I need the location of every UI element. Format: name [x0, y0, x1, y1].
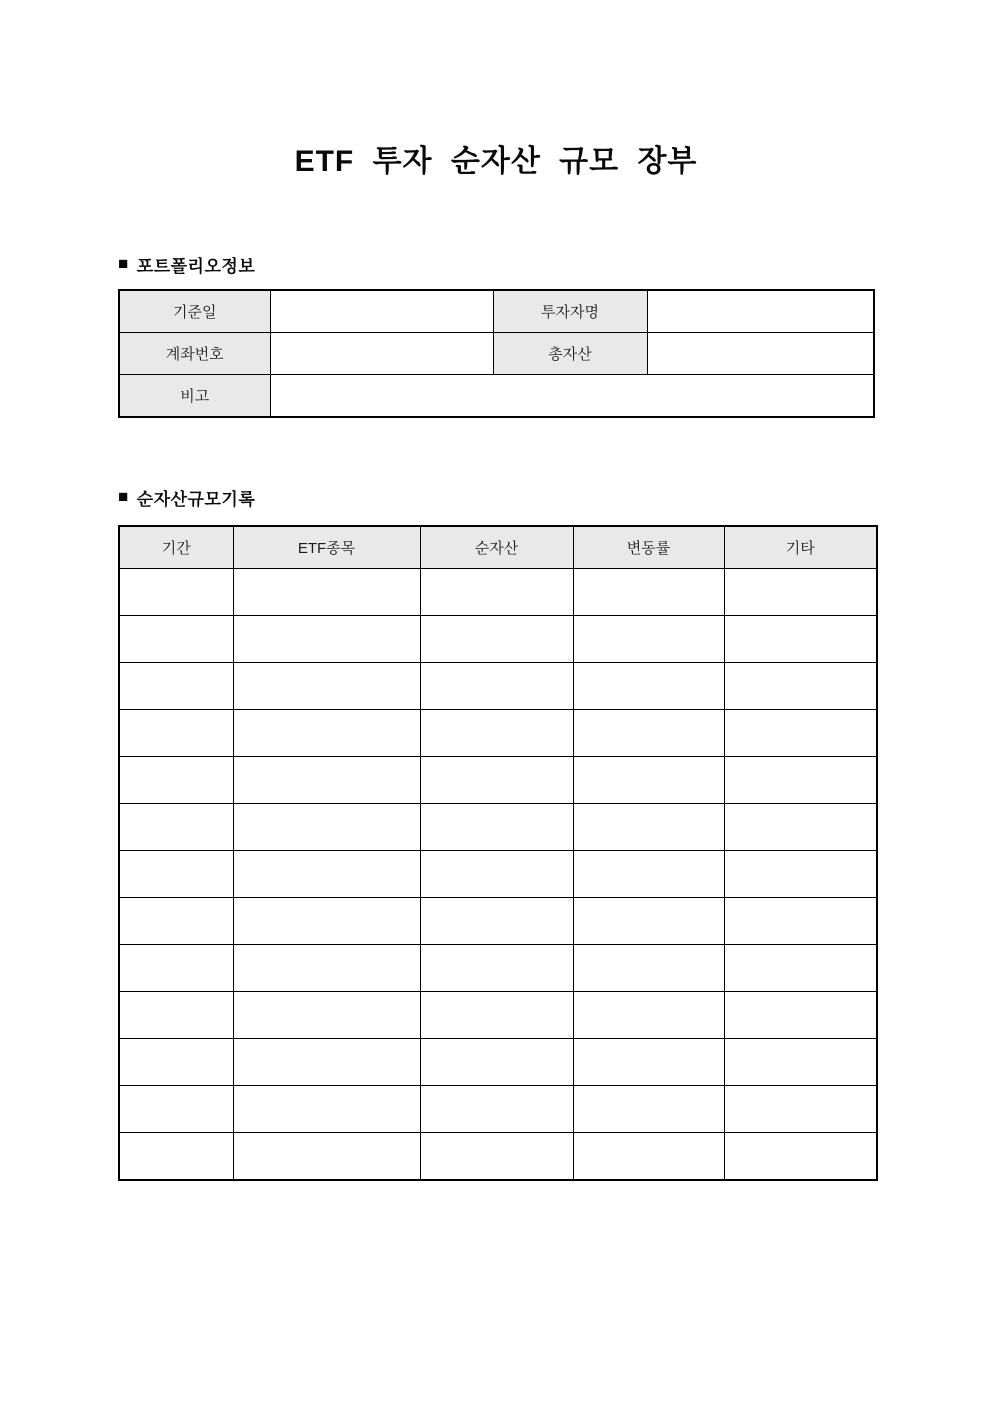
record-table-cell [724, 851, 877, 898]
record-table-cell [119, 898, 233, 945]
record-table-row [119, 757, 877, 804]
column-header-net-asset: 순자산 [420, 526, 573, 569]
portfolio-row-2 [119, 333, 874, 375]
record-table-cell [233, 1086, 420, 1133]
record-table-cell [724, 945, 877, 992]
record-table-cell [119, 663, 233, 710]
record-table-cell [420, 757, 573, 804]
record-table-cell [724, 663, 877, 710]
record-table-cell [420, 1039, 573, 1086]
portfolio-row-3 [119, 375, 874, 418]
record-table-header-row [119, 526, 877, 569]
record-table-cell [119, 1086, 233, 1133]
record-table-row [119, 616, 877, 663]
record-table-cell [233, 757, 420, 804]
record-table-cell [233, 569, 420, 616]
record-table-cell [573, 616, 724, 663]
record-table-cell [233, 1039, 420, 1086]
field-value-total-assets [647, 333, 874, 375]
record-table-row [119, 851, 877, 898]
record-table-cell [573, 992, 724, 1039]
field-value-account-number [270, 333, 493, 375]
record-table-cell [573, 710, 724, 757]
record-table-cell [573, 851, 724, 898]
record-table-cell [724, 1133, 877, 1181]
record-table-cell [119, 569, 233, 616]
record-table-cell [233, 1133, 420, 1181]
record-table-row [119, 804, 877, 851]
record-table-cell [420, 992, 573, 1039]
record-table-row [119, 1086, 877, 1133]
record-table-cell [420, 616, 573, 663]
record-table-cell [573, 569, 724, 616]
record-table-cell [724, 992, 877, 1039]
field-label-total-assets: 총자산 [493, 333, 647, 375]
section-header-portfolio-info [118, 252, 255, 277]
field-label-remarks: 비고 [119, 375, 270, 418]
portfolio-info-table [118, 289, 875, 418]
record-table-cell [233, 710, 420, 757]
section-header-net-asset-records [118, 485, 255, 510]
record-table-row [119, 663, 877, 710]
record-table-cell [233, 804, 420, 851]
record-table-cell [724, 1039, 877, 1086]
record-table-cell [119, 851, 233, 898]
record-table-cell [233, 898, 420, 945]
record-table-cell [420, 945, 573, 992]
section-title-net-asset-records: 순자산규모기록 [136, 490, 256, 509]
record-table-cell [119, 804, 233, 851]
field-value-remarks [270, 375, 874, 418]
field-label-base-date: 기준일 [119, 290, 270, 333]
record-table-cell [119, 945, 233, 992]
section-title-portfolio-info: 포트폴리오정보 [136, 257, 256, 276]
record-table-cell [573, 1086, 724, 1133]
record-table-cell [724, 1086, 877, 1133]
column-header-period: 기간 [119, 526, 233, 569]
record-table-cell [119, 710, 233, 757]
record-table-cell [724, 569, 877, 616]
record-table-cell [233, 851, 420, 898]
record-table-cell [724, 804, 877, 851]
portfolio-row-1 [119, 290, 874, 333]
page-title: ETF 투자 순자산 규모 장부 [294, 145, 698, 178]
record-table-row [119, 1039, 877, 1086]
record-table-cell [119, 1133, 233, 1181]
square-bullet-icon: ■ [118, 254, 129, 273]
record-table-cell [573, 1039, 724, 1086]
record-table-cell [573, 898, 724, 945]
record-table-cell [573, 663, 724, 710]
record-table-cell [724, 757, 877, 804]
record-table-row [119, 992, 877, 1039]
record-table-cell [573, 804, 724, 851]
column-header-etf-item: ETF종목 [233, 526, 420, 569]
record-table-row [119, 569, 877, 616]
record-table-cell [420, 663, 573, 710]
record-table-cell [233, 992, 420, 1039]
record-table-cell [420, 569, 573, 616]
record-table-cell [420, 898, 573, 945]
record-table-cell [420, 804, 573, 851]
net-asset-record-table [118, 525, 878, 1181]
record-table-cell [119, 1039, 233, 1086]
record-table-cell [724, 898, 877, 945]
record-table-cell [119, 757, 233, 804]
record-table-row [119, 898, 877, 945]
record-table-cell [573, 757, 724, 804]
field-value-base-date [270, 290, 493, 333]
record-table-cell [420, 1133, 573, 1181]
record-table-cell [233, 945, 420, 992]
square-bullet-icon: ■ [118, 487, 129, 506]
record-table-row [119, 945, 877, 992]
record-table-cell [420, 710, 573, 757]
record-table-cell [724, 616, 877, 663]
field-value-investor-name [647, 290, 874, 333]
record-table-cell [233, 663, 420, 710]
record-table-cell [724, 710, 877, 757]
record-table-row [119, 710, 877, 757]
field-label-investor-name: 투자자명 [493, 290, 647, 333]
record-table-cell [233, 616, 420, 663]
record-table-cell [119, 992, 233, 1039]
record-table-cell [573, 945, 724, 992]
record-table-cell [119, 616, 233, 663]
column-header-etc: 기타 [724, 526, 877, 569]
field-label-account-number: 계좌번호 [119, 333, 270, 375]
record-table-cell [573, 1133, 724, 1181]
record-table-row [119, 1133, 877, 1181]
record-table-cell [420, 851, 573, 898]
record-table-cell [420, 1086, 573, 1133]
column-header-change-rate: 변동률 [573, 526, 724, 569]
record-table-body [119, 569, 877, 1181]
